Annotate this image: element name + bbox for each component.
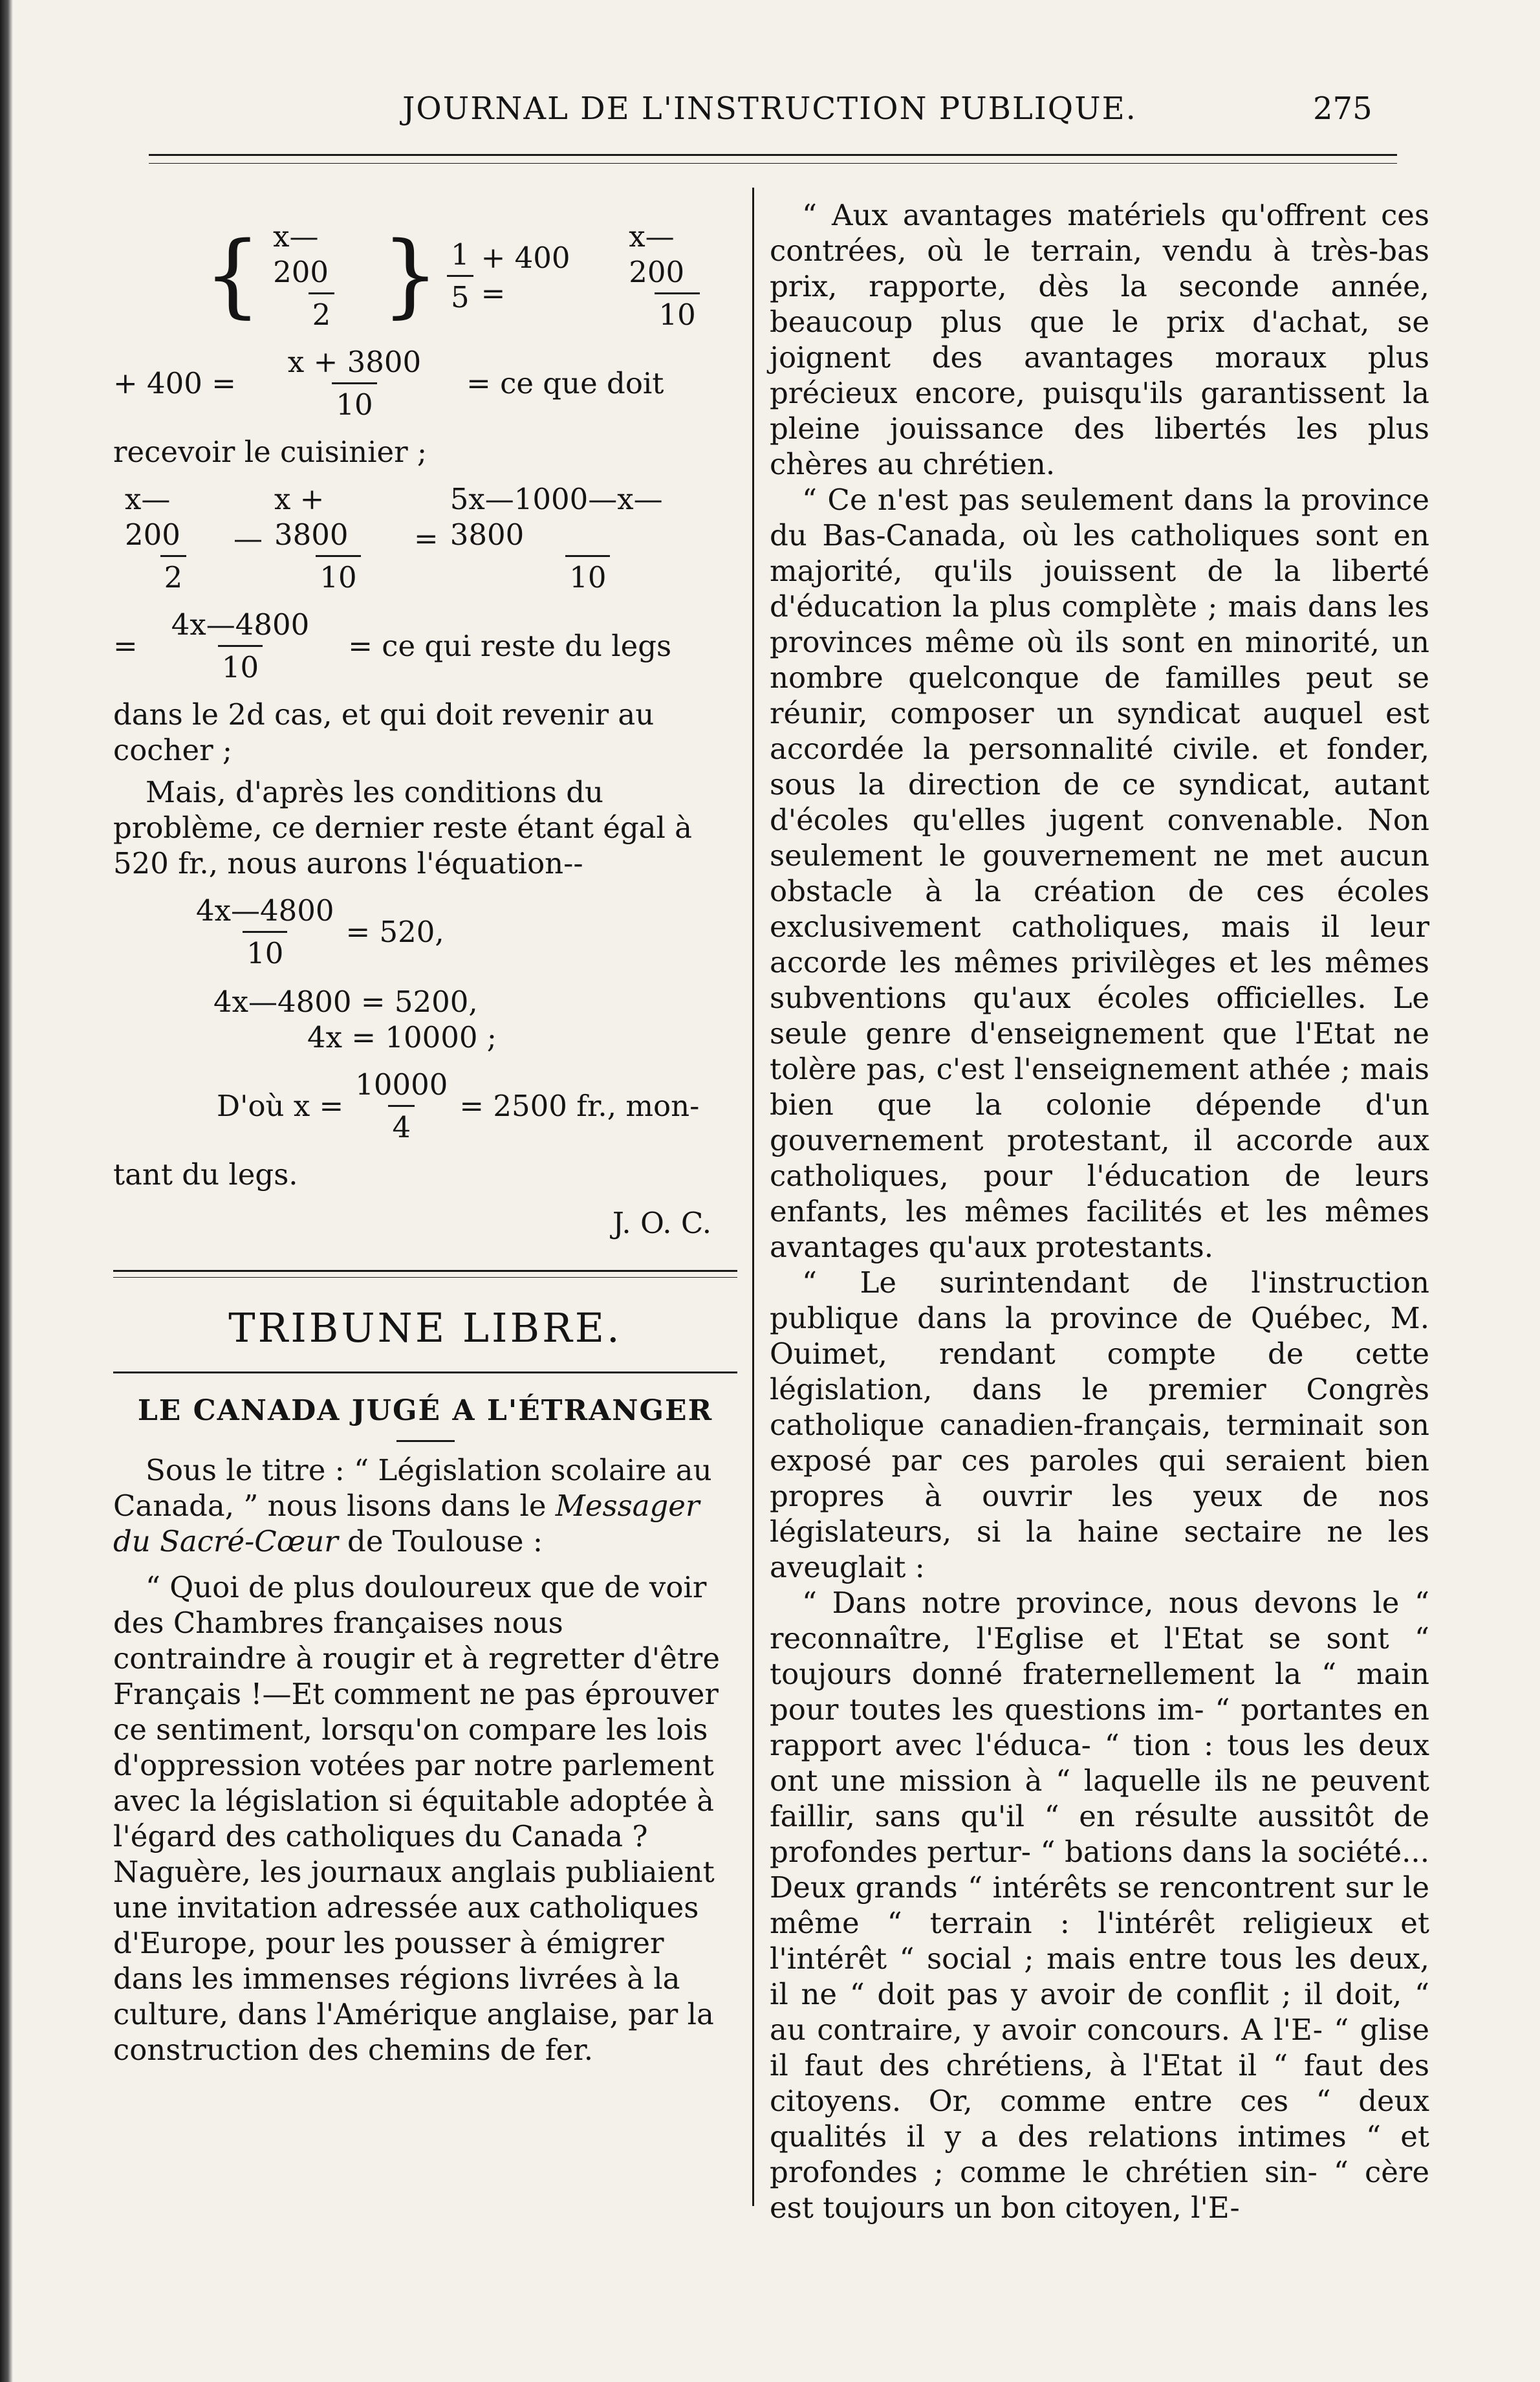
equation-5	[184, 893, 737, 971]
fraction: $\frac{4x—4800}{10}$	[171, 607, 310, 684]
article-intro: Sous le titre : “ Législation scolaire au Canada, ” nous lisons dans le Messager du Sacré-Cœur de Toulouse :	[113, 1453, 712, 1558]
fraction: $\frac{x + 3800}{10}$	[270, 481, 406, 595]
fraction: $\frac{x—200}{2}$	[121, 481, 226, 595]
quoted-paragraph: “ Le surintendant de l'instruction publique dans la province de Québec, M. Ouimet, rendant compte de cette législation, dans le premier Congrès catholique canadien-français, terminait son exposé par ces paroles qui seraient bien propres à ouvrir les yeux de nos législateurs, si la haine sectaire ne les aveuglait :	[770, 1265, 1429, 1584]
left-brace: {	[204, 223, 262, 328]
equation-text: + 400 =	[481, 241, 570, 311]
equation-text: + 400 =	[113, 366, 236, 400]
header-rule	[149, 154, 1397, 156]
equation-text: —	[233, 521, 263, 556]
fraction: $\frac{x—200}{2}$	[269, 219, 374, 333]
equation-text: = 2500 fr., mon-	[459, 1089, 700, 1123]
equation-7: 4x = 10000 ;	[307, 1020, 497, 1054]
equation-1	[204, 219, 737, 333]
equation-8-continuation: tant du legs.	[113, 1157, 298, 1192]
signature: J. O. C.	[612, 1206, 711, 1240]
fraction: $\frac{10000}{4}$	[355, 1067, 448, 1144]
equation-6: 4x—4800 = 5200,	[213, 985, 478, 1019]
page-number: 275	[1313, 91, 1372, 127]
fraction: $\frac{5x—1000—x—3800}{10}$	[450, 482, 663, 595]
quoted-paragraph: “ Aux avantages matériels qu'offrent ces contrées, où le terrain, vendu à très-bas prix, rapporte, dès la seconde année, beaucoup plus que le prix d'achat, se joignent des avantages moraux plus précieux encore, puisqu'ils garantissent la pleine jouissance des libertés les plus chères au chrétien.	[770, 198, 1429, 481]
book-spine-shadow	[0, 0, 13, 2382]
equation-text: = ce qui reste du legs	[348, 629, 672, 663]
quoted-paragraph: “ Quoi de plus douloureux que de voir des Chambres françaises nous contraindre à rougir et à regretter d'être Français !—Et comment ne pas éprouver ce sentiment, lorsqu'on compare les lois d'oppression votées par notre parlement avec la législation si équitable adoptée à l'égard des catholiques du Canada ? Naguère, les journaux anglais publiaient une invitation adressée aux catholiques d'Europe, pour les pousser à émigrer dans les immenses régions livrées à la culture, dans l'Amérique anglaise, par la construction des chemins de fer.	[113, 1570, 720, 2067]
equation-4-continuation: dans le 2d cas, et qui doit revenir au cocher ;	[113, 697, 655, 767]
equation-2-continuation: recevoir le cuisinier ;	[113, 435, 428, 469]
running-header: JOURNAL DE L'INSTRUCTION PUBLIQUE.	[402, 91, 1137, 127]
equation-text: D'où x =	[217, 1089, 344, 1123]
equation-text: =	[113, 629, 138, 663]
fraction: $\frac{1}{5}$	[447, 237, 473, 315]
paragraph: Mais, d'après les conditions du problème, ce dernier reste étant égal à 520 fr., nous aurons l'équation--	[113, 775, 693, 880]
equation-2	[113, 344, 737, 422]
equation-8	[217, 1067, 737, 1145]
equation-text: =	[413, 521, 439, 556]
right-column	[770, 197, 1429, 2225]
header-rule-thin	[149, 163, 1397, 164]
section-rule-thin	[113, 1277, 737, 1278]
equation-text: = 520,	[345, 915, 444, 949]
equation-4	[113, 607, 737, 685]
publication-name: Messager du Sacré-Cœur	[113, 1489, 700, 1558]
fraction: $\frac{4x—4800}{10}$	[196, 893, 334, 970]
equation-3	[113, 481, 737, 595]
fraction: $\frac{x + 3800}{10}$	[287, 345, 422, 422]
fraction: $\frac{x—200}{10}$	[625, 219, 730, 333]
quoted-paragraph: “ Dans notre province, nous devons le “ reconnaître, l'Eglise et l'Etat se sont “ toujours donné fraternellement la “ main pour toutes les questions im- “ portantes en rapport avec l'éduca- “ tion : tous les deux ont une mission à “ laquelle ils ne peuvent faillir, sans qu'il “ en résulte aussitôt de profondes pertur- “ bations dans la société... Deux grands “ intérêts se rencontrent sur le même “ terrain : l'intérêt religieux et l'intérêt “ social ; mais entre tous les deux, il ne “ doit pas y avoir de conflit ; il doit, “ au contraire, y avoir concours. A l'E- “ glise il faut des chrétiens, à l'Etat il “ faut des citoyens. Or, comme entre ces “ deux qualités il y a des relations intimes “ et profondes ; comme le chrétien sin- “ cère est toujours un bon citoyen, l'E-	[770, 1586, 1429, 2225]
column-divider	[752, 188, 754, 2206]
equation-text: = ce que doit	[466, 366, 664, 400]
quoted-paragraph: “ Ce n'est pas seulement dans la province du Bas-Canada, où les catholiques sont en majorité, qu'ils jouissent de la liberté d'éducation la plus complète ; mais dans les provinces même où ils sont en minorité, un nombre quelconque de familles peut se réunir, composer un syndicat auquel est accordée la personnalité civile. et fonder, sous la direction de ce syndicat, autant d'écoles qu'elles jugent convenable. Non seulement le gouvernement ne met aucun obstacle à la création de ces écoles exclusivement catholiques, mais il leur accorde les mêmes privilèges et les mêmes subventions qu'aux écoles officielles. Le seule genre d'enseignement que l'Etat ne tolère pas, c'est l'enseignement athée ; mais bien que la colonie dépende d'un gouvernement protestant, il accorde aux catholiques, pour l'éducation de leurs enfants, les mêmes facilités et les mêmes avantages qu'aux protestants.	[770, 483, 1429, 1264]
left-column	[113, 207, 737, 2068]
section-rule	[113, 1270, 737, 1272]
title-dash	[396, 1440, 455, 1442]
section-rule	[113, 1371, 737, 1373]
right-brace: }	[381, 223, 439, 328]
article-title: LE CANADA JUGÉ A L'ÉTRANGER	[137, 1394, 713, 1427]
section-title: TRIBUNE LIBRE.	[228, 1304, 622, 1351]
